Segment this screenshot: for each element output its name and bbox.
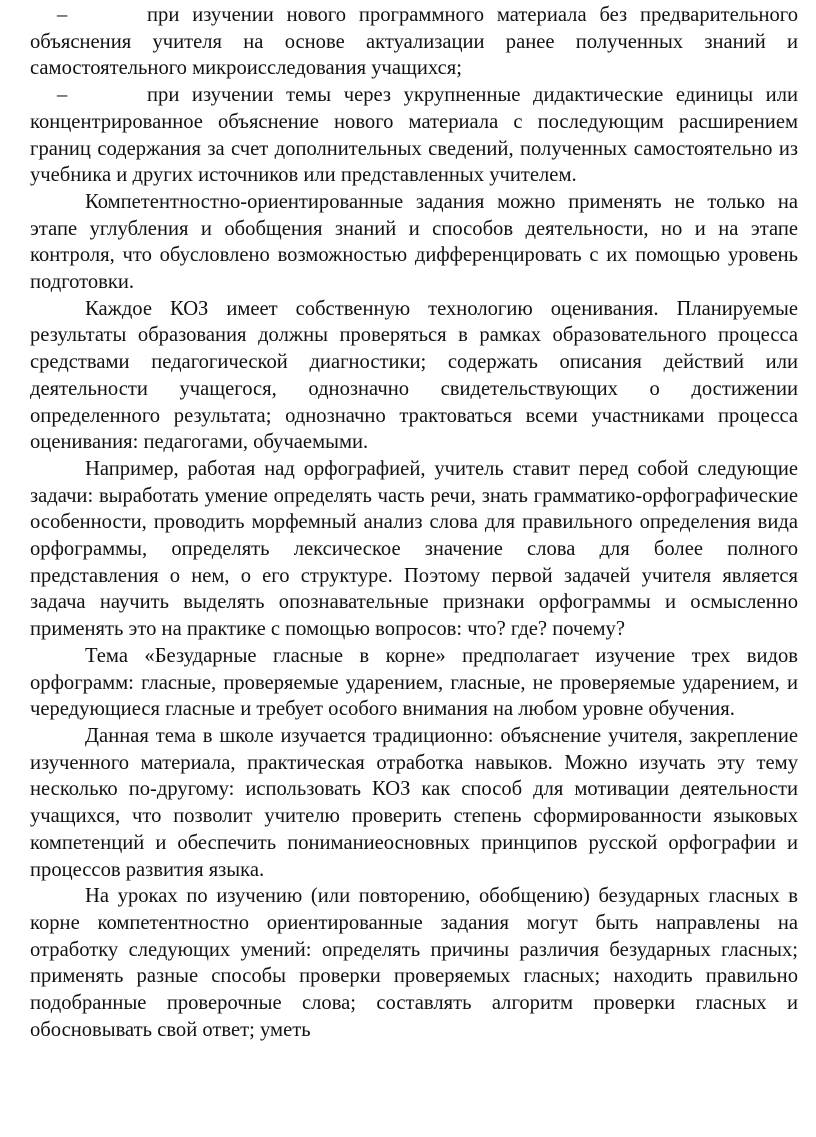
dash-marker: – [57, 84, 68, 107]
paragraph: Тема «Безударные гласные в корне» предполагает изучение трех видов орфограмм: гласные, проверяемые ударением, гласные, не проверяемые ударением, и чередующиеся гласные и требует особого внимания на любом уровне обучения. [30, 644, 798, 721]
paragraph: На уроках по изучению (или повторению, обобщению) безударных гласных в корне компетентностно ориентированные задания могут быть направлены на отработку следующих умений: определять причины различия безударных гласных; применять разные способы проверки проверяемых гласных; находить правильно подобранные проверочные слова; составлять алгоритм проверки гласных и обосновывать свой ответ; уметь [30, 885, 798, 1041]
bullet-text: при изучении нового программного материала без предварительного объяснения учителя на основе актуализации ранее полученных знаний и самостоятельного микроисследования учащихся; [30, 4, 798, 80]
bullet-item [30, 2, 798, 82]
paragraph: Компетентностно-ориентированные задания можно применять не только на этапе углубления и обобщения знаний и способов деятельности, но и на этапе контроля, что обусловлено возможностью дифференцировать с их помощью уровень подготовки. [30, 190, 798, 294]
paragraph: Например, работая над орфографией, учитель ставит перед собой следующие задачи: выработать умение определять часть речи, знать грамматико-орфографические особенности, проводить морфемный анализ слова для правильного определения вида орфограммы, определять лексическое значение слова для более полного представления о нем, о его структуре. Поэтому первой задачей учителя является задача научить выделять опознавательные признаки орфограммы и осмысленно применять это на практике с помощью вопросов: что? где? почему? [30, 457, 798, 641]
document-page [30, 2, 798, 1043]
paragraph: Данная тема в школе изучается традиционно: объяснение учителя, закрепление изученного материала, практическая отработка навыков. Можно изучать эту тему несколько по-другому: использовать КОЗ как способ для мотивации деятельности учащихся, что позволит учителю проверить степень сформированности языковых компетенций и обеспечить пониманиеосновных принципов русской орфографии и процессов развития языка. [30, 724, 798, 881]
paragraph: Каждое КОЗ имеет собственную технологию оценивания. Планируемые результаты образования должны проверяться в рамках образовательного процесса средствами педагогической диагностики; содержать описания действий или деятельности учащегося, однозначно свидетельствующих о достижении определенного результата; однозначно трактоваться всеми участниками процесса оценивания: педагогами, обучаемыми. [30, 297, 798, 454]
dash-marker: – [57, 4, 68, 26]
bullet-text: при изучении темы через укрупненные дидактические единицы или концентрированное объяснение нового материала с последующим расширением границ содержания за счет дополнительных сведений, полученных самостоятельно из учебника и других источников или представленных учителем. [30, 84, 798, 187]
bullet-item [30, 82, 798, 189]
